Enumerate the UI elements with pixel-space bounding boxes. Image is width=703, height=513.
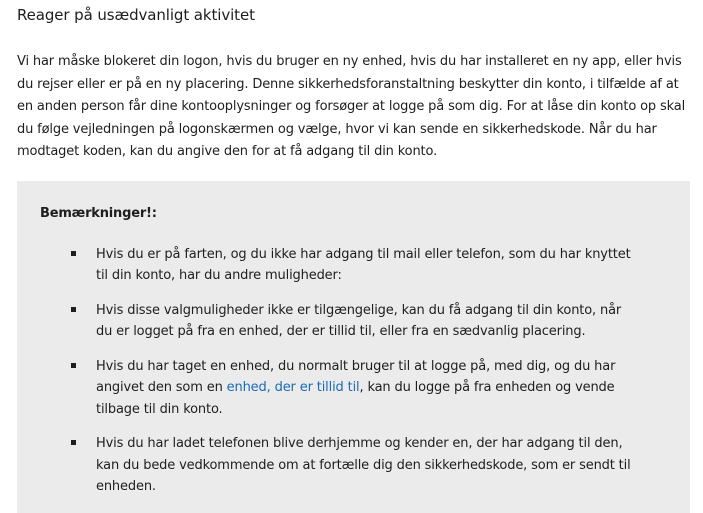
section-heading: Reager på usædvanligt aktivitet bbox=[17, 6, 255, 24]
list-item-text: Hvis disse valgmuligheder ikke er tilgængelige, kan du få adgang til din konto, når du er logget på fra en enhed, der er tillid til, eller fra en sædvanlig placering. bbox=[96, 302, 622, 339]
list-item-text: Hvis du er på farten, og du ikke har adgang til mail eller telefon, som du har knyttet til din konto, har du andre muligheder: bbox=[96, 246, 631, 283]
bullet-icon bbox=[71, 307, 76, 312]
intro-paragraph: Vi har måske blokeret din logon, hvis du bruger en ny enhed, hvis du har installeret en ny app, eller hvis du rejser eller er på en ny placering. Denne sikkerhedsforanstaltning beskytter din konto, i tilfælde af at en anden person får dine kontooplysninger og forsøger at logge på som dig. For at låse din konto op skal du følge vejledningen på logonskærmen og vælge, hvor vi kan sende en sikkerhedskode. Når du har modtaget koden, kan du angive den for at få adgang til din konto. bbox=[17, 54, 686, 159]
notes-list bbox=[40, 244, 670, 498]
list-item bbox=[71, 244, 636, 287]
bullet-icon bbox=[71, 440, 76, 445]
notes-title: Bemærkninger!: bbox=[40, 205, 157, 221]
list-item-text-end: , kan du logge på fra enheden og vende tilbage til din konto. bbox=[96, 380, 615, 417]
bullet-icon bbox=[71, 363, 76, 368]
trusted-device-link[interactable]: enhed, der er tillid til bbox=[226, 380, 360, 395]
list-item bbox=[71, 433, 636, 498]
bullet-icon bbox=[71, 251, 76, 256]
list-item-text: Hvis du har ladet telefonen blive derhjemme og kender en, der har adgang til den, kan du bede vedkommende om at fortælle dig den sikkerhedskode, som er sendt til enheden. bbox=[96, 436, 631, 494]
list-item bbox=[71, 300, 636, 343]
notes-box bbox=[17, 181, 690, 513]
list-item-text-start: Hvis du har taget en enhed, du normalt bruger til at logge på, med dig, og du har angivet den som en bbox=[96, 358, 616, 395]
list-item bbox=[71, 356, 636, 421]
